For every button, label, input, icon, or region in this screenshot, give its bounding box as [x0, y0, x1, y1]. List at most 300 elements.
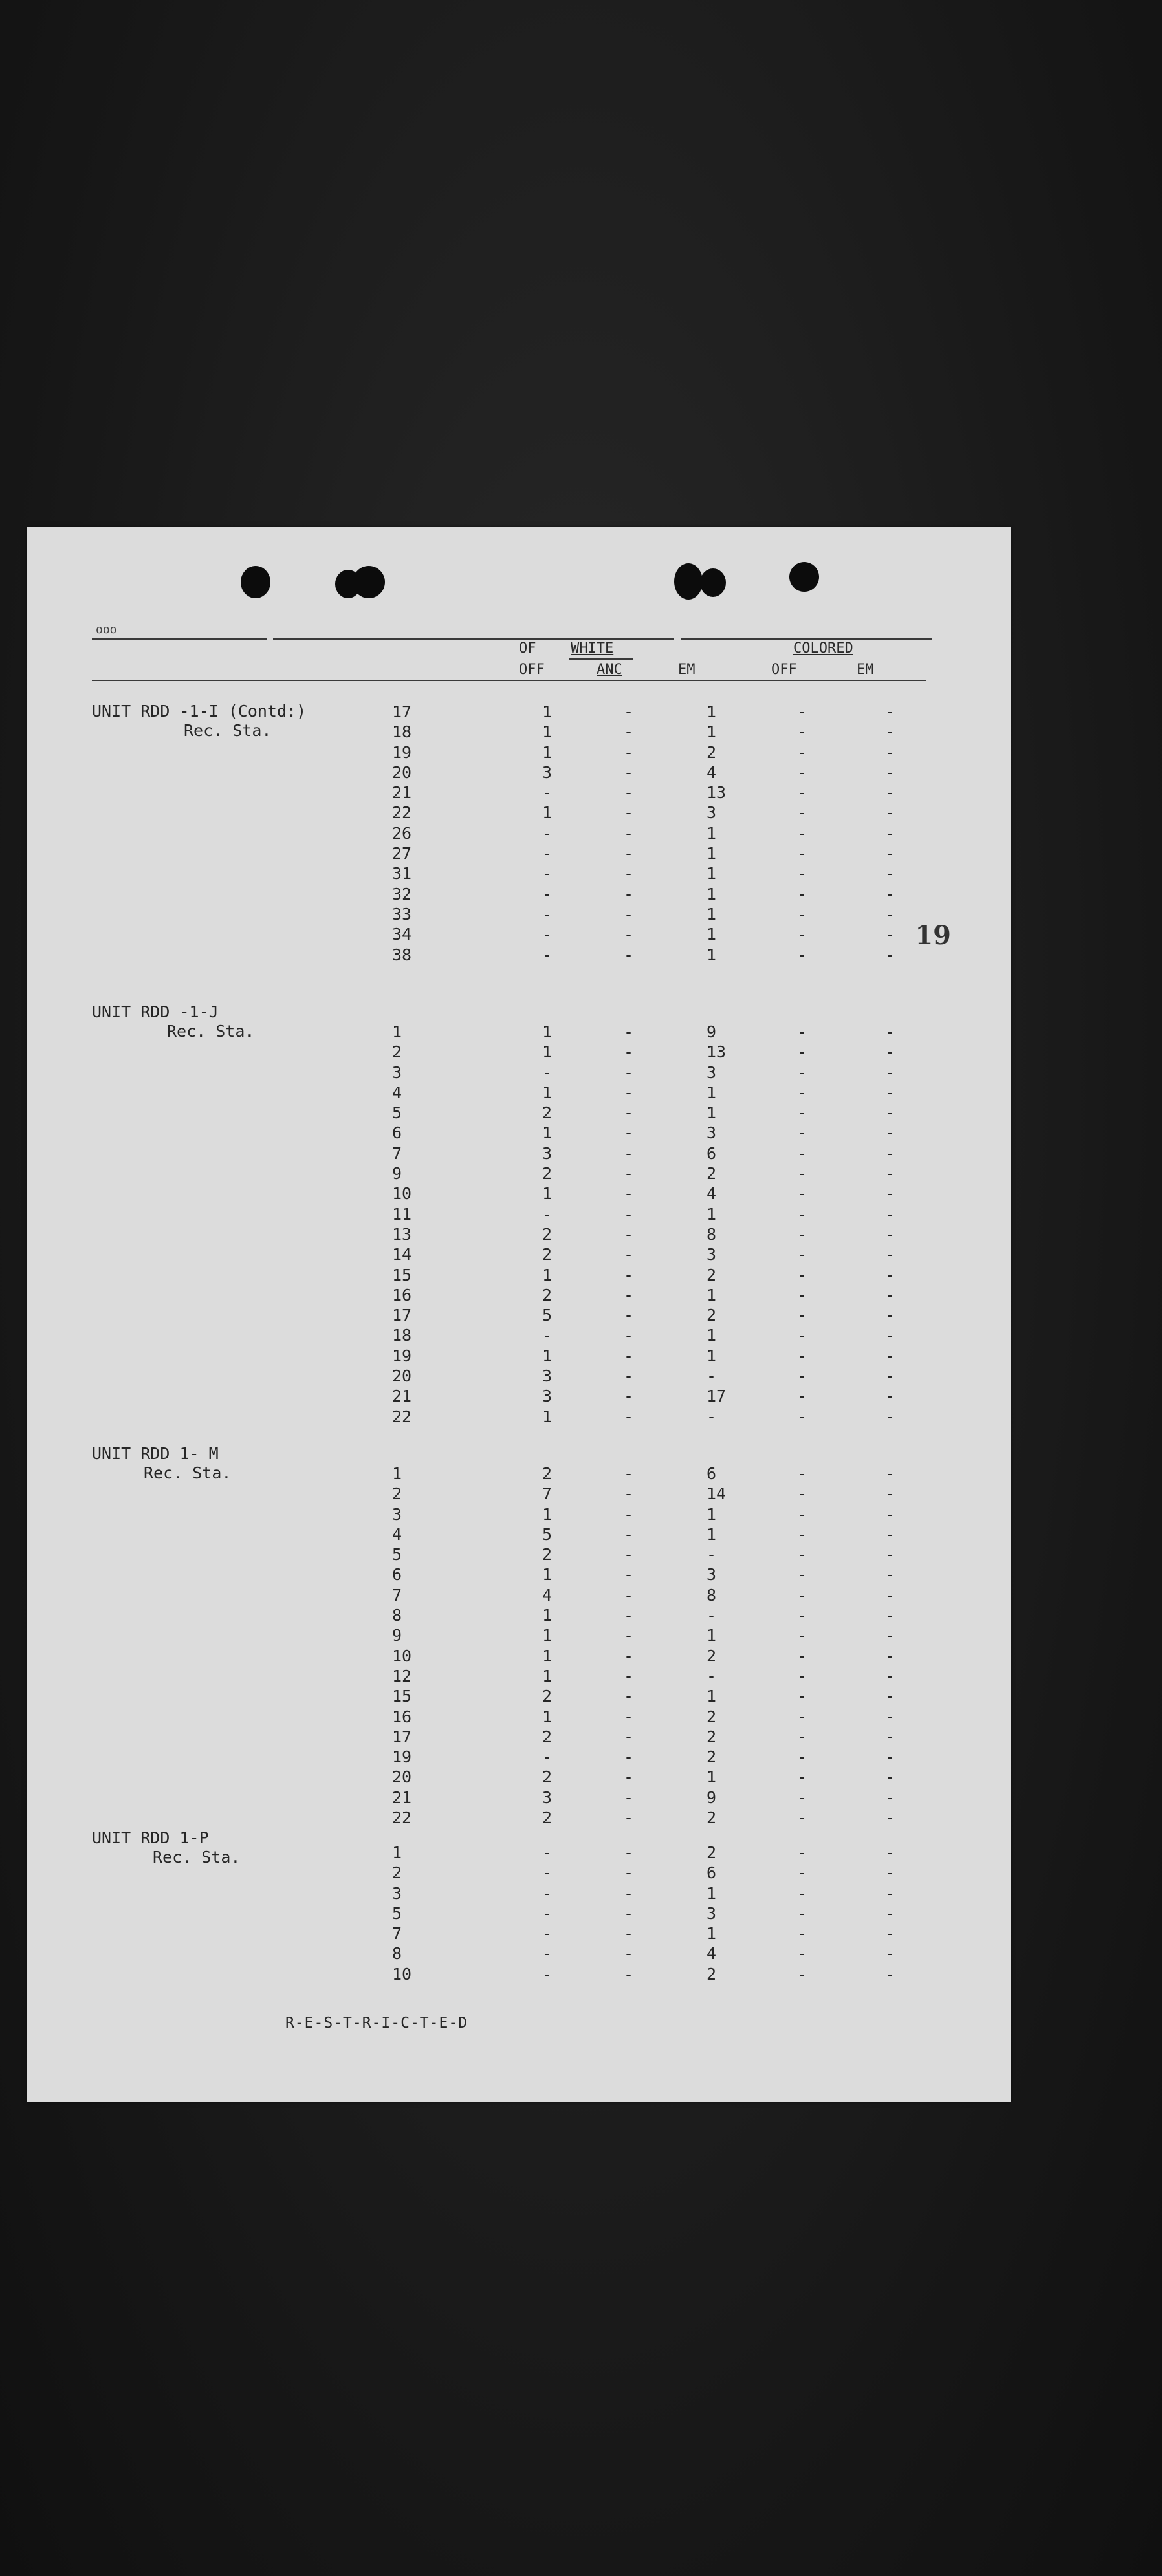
colored-off-cell: - [797, 1245, 807, 1264]
white-em-cell: 1 [707, 1346, 717, 1365]
white-em-cell: 2 [707, 1808, 717, 1828]
colored-em-cell: - [885, 1265, 895, 1284]
white-em-cell: 6 [707, 1863, 717, 1883]
white-off-cell: 2 [542, 1285, 553, 1304]
white-anc-cell: - [624, 763, 634, 782]
white-em-cell: 3 [707, 803, 717, 823]
white-anc-cell: - [624, 1565, 634, 1585]
colored-off-cell: - [797, 763, 807, 782]
colored-em-cell: - [885, 1646, 895, 1665]
white-off-cell: 1 [542, 1407, 553, 1426]
station-number-cell: 19 [392, 1748, 412, 1767]
punch-hole [241, 566, 270, 598]
white-anc-cell: - [624, 884, 634, 904]
white-off-cell: 2 [542, 1545, 553, 1564]
table-row [92, 1083, 959, 1103]
white-em-cell: 1 [707, 1083, 717, 1102]
white-em-cell: 1 [707, 823, 717, 843]
colored-em-cell: - [885, 1504, 895, 1524]
colored-em-cell: - [885, 722, 895, 742]
unit-title: UNIT RDD 1- M [92, 1444, 219, 1463]
header-of: OF [519, 640, 536, 656]
white-off-cell: - [542, 1863, 553, 1883]
white-anc-cell: - [624, 1666, 634, 1685]
colored-em-cell: - [885, 803, 895, 823]
white-off-cell: 2 [542, 1727, 553, 1746]
colored-em-cell: - [885, 1545, 895, 1564]
station-number-cell: 19 [392, 742, 412, 762]
white-anc-cell: - [624, 1524, 634, 1544]
station-number-cell: 10 [392, 1184, 412, 1204]
white-em-cell: 1 [707, 1626, 717, 1645]
white-off-cell: 1 [542, 702, 553, 721]
white-em-cell: 3 [707, 1063, 717, 1082]
header-rule-top [273, 638, 674, 640]
colored-off-cell: - [797, 1646, 807, 1665]
table-row [92, 884, 959, 904]
table-row [92, 863, 959, 883]
colored-off-cell: - [797, 1123, 807, 1143]
colored-em-cell: - [885, 1788, 895, 1807]
restricted-footer [27, 2015, 1011, 2031]
table-row [92, 1564, 959, 1585]
white-off-cell: 5 [542, 1524, 553, 1544]
white-em-cell: 1 [707, 844, 717, 863]
white-anc-cell: - [624, 1687, 634, 1706]
colored-em-cell: - [885, 1903, 895, 1923]
white-em-cell: 1 [707, 1687, 717, 1706]
white-anc-cell: - [624, 1808, 634, 1828]
station-number-cell: 17 [392, 702, 412, 721]
table-row [92, 1386, 959, 1406]
colored-off-cell: - [797, 722, 807, 742]
table-row [92, 1244, 959, 1264]
colored-off-cell: - [797, 1387, 807, 1406]
colored-em-cell: - [885, 823, 895, 843]
station-number-cell: 21 [392, 1387, 412, 1406]
white-anc-cell: - [624, 1788, 634, 1807]
colored-em-cell: - [885, 1083, 895, 1102]
colored-em-cell: - [885, 1924, 895, 1943]
white-anc-cell: - [624, 844, 634, 863]
white-anc-cell: - [624, 1863, 634, 1883]
station-number-cell: 32 [392, 884, 412, 904]
colored-off-cell: - [797, 1626, 807, 1645]
table-row [92, 1484, 959, 1504]
white-anc-cell: - [624, 803, 634, 823]
colored-off-cell: - [797, 1285, 807, 1304]
white-anc-cell: - [624, 1883, 634, 1903]
station-number-cell: 6 [392, 1123, 402, 1143]
white-em-cell: 1 [707, 925, 717, 944]
table-row [92, 1605, 959, 1625]
station-number-cell: 17 [392, 1306, 412, 1325]
table-row [92, 1164, 959, 1184]
header-white-group: WHITE [571, 640, 614, 656]
colored-em-cell: - [885, 702, 895, 721]
colored-off-cell: - [797, 803, 807, 823]
colored-em-cell: - [885, 1484, 895, 1504]
table-row [92, 1727, 959, 1747]
colored-em-cell: - [885, 1666, 895, 1685]
white-anc-cell: - [624, 1387, 634, 1406]
punch-hole [353, 566, 385, 598]
white-off-cell: - [542, 1924, 553, 1943]
white-off-cell: 1 [542, 1083, 553, 1102]
white-anc-cell: - [624, 945, 634, 964]
station-number-cell: 7 [392, 1924, 402, 1943]
colored-em-cell: - [885, 1367, 895, 1386]
colored-off-cell: - [797, 1407, 807, 1426]
unit-title: UNIT RDD 1-P [92, 1828, 209, 1847]
colored-em-cell: - [885, 1687, 895, 1706]
table-row [92, 823, 959, 843]
white-em-cell: 9 [707, 1788, 717, 1807]
table-row [92, 1042, 959, 1062]
colored-off-cell: - [797, 1464, 807, 1483]
station-number-cell: 20 [392, 1768, 412, 1787]
colored-off-cell: - [797, 945, 807, 964]
colored-em-cell: - [885, 1727, 895, 1746]
station-number-cell: 13 [392, 1224, 412, 1244]
white-off-cell: 2 [542, 1768, 553, 1787]
colored-off-cell: - [797, 1727, 807, 1746]
white-anc-cell: - [624, 1843, 634, 1862]
white-off-cell: - [542, 925, 553, 944]
colored-off-cell: - [797, 1143, 807, 1163]
white-off-cell: 4 [542, 1585, 553, 1605]
white-anc-cell: - [624, 1306, 634, 1325]
white-em-cell: 1 [707, 884, 717, 904]
table-row [92, 1923, 959, 1943]
colored-off-cell: - [797, 1346, 807, 1365]
colored-em-cell: - [885, 763, 895, 782]
table-row [92, 1883, 959, 1903]
white-off-cell: 3 [542, 763, 553, 782]
white-anc-cell: - [624, 1707, 634, 1726]
white-anc-cell: - [624, 1964, 634, 1984]
station-number-cell: 16 [392, 1707, 412, 1726]
table-row [92, 1585, 959, 1605]
station-number-cell: 18 [392, 722, 412, 742]
white-anc-cell: - [624, 1626, 634, 1645]
table-row [92, 763, 959, 783]
station-number-cell: 10 [392, 1964, 412, 1984]
white-anc-cell: - [624, 1103, 634, 1123]
white-anc-cell: - [624, 722, 634, 742]
white-off-cell: 2 [542, 1245, 553, 1264]
station-number-cell: 20 [392, 1367, 412, 1386]
white-em-cell: 1 [707, 864, 717, 883]
station-number-cell: 27 [392, 844, 412, 863]
white-off-cell: 2 [542, 1687, 553, 1706]
white-off-cell: - [542, 1843, 553, 1862]
white-em-cell: 1 [707, 1326, 717, 1345]
white-off-cell: - [542, 904, 553, 924]
station-number-cell: 22 [392, 1407, 412, 1426]
table-row [92, 1646, 959, 1666]
white-off-cell: 2 [542, 1103, 553, 1123]
white-anc-cell: - [624, 1265, 634, 1284]
station-number-cell: 18 [392, 1326, 412, 1345]
unit-title: UNIT RDD -1-I (Contd:) [92, 702, 307, 720]
white-em-cell: 6 [707, 1464, 717, 1483]
header-rule-white [569, 658, 633, 660]
white-anc-cell: - [624, 1585, 634, 1605]
white-off-cell: - [542, 844, 553, 863]
white-anc-cell: - [624, 1545, 634, 1564]
white-off-cell: 1 [542, 1707, 553, 1726]
colored-off-cell: - [797, 1666, 807, 1685]
station-number-cell: 8 [392, 1944, 402, 1964]
colored-em-cell: - [885, 1346, 895, 1365]
white-anc-cell: - [624, 1768, 634, 1787]
header-rule-top [681, 638, 932, 640]
white-off-cell: 3 [542, 1143, 553, 1163]
colored-off-cell: - [797, 1606, 807, 1625]
table-row [92, 1686, 959, 1706]
colored-off-cell: - [797, 884, 807, 904]
white-off-cell: - [542, 1748, 553, 1767]
table-row [92, 843, 959, 863]
colored-off-cell: - [797, 1808, 807, 1828]
table-row [92, 1325, 959, 1345]
white-off-cell: - [542, 1944, 553, 1964]
colored-em-cell: - [885, 1626, 895, 1645]
white-anc-cell: - [624, 702, 634, 721]
colored-em-cell: - [885, 1326, 895, 1345]
white-off-cell: 1 [542, 1565, 553, 1585]
colored-em-cell: - [885, 844, 895, 863]
unit-subtitle: Rec. Sta. [153, 1848, 241, 1867]
white-anc-cell: - [624, 1944, 634, 1964]
white-em-cell: 1 [707, 702, 717, 721]
white-anc-cell: - [624, 864, 634, 883]
station-number-cell: 2 [392, 1863, 402, 1883]
white-anc-cell: - [624, 1164, 634, 1184]
header-colored-group: COLORED [793, 640, 853, 656]
colored-off-cell: - [797, 1748, 807, 1767]
white-off-cell: 1 [542, 1346, 553, 1365]
colored-em-cell: - [885, 1524, 895, 1544]
white-em-cell: 2 [707, 1306, 717, 1325]
table-row [92, 1143, 959, 1164]
colored-off-cell: - [797, 1788, 807, 1807]
colored-off-cell: - [797, 1565, 807, 1585]
white-off-cell: 1 [542, 1504, 553, 1524]
white-em-cell: 3 [707, 1245, 717, 1264]
colored-em-cell: - [885, 742, 895, 762]
white-off-cell: 1 [542, 1023, 553, 1041]
white-anc-cell: - [624, 1924, 634, 1943]
station-number-cell: 12 [392, 1666, 412, 1685]
white-off-cell: 3 [542, 1788, 553, 1807]
station-number-cell: 21 [392, 1788, 412, 1807]
white-off-cell: - [542, 884, 553, 904]
colored-off-cell: - [797, 1083, 807, 1102]
colored-off-cell: - [797, 823, 807, 843]
table-row [92, 1123, 959, 1143]
colored-off-cell: - [797, 1043, 807, 1062]
station-number-cell: 1 [392, 1023, 402, 1041]
header-colored-em: EM [857, 662, 874, 678]
station-number-cell: 31 [392, 864, 412, 883]
colored-em-cell: - [885, 904, 895, 924]
table-row [92, 1707, 959, 1727]
table-row [92, 1903, 959, 1923]
white-off-cell: 1 [542, 1123, 553, 1143]
unit-rows [92, 702, 959, 965]
white-em-cell: 3 [707, 1565, 717, 1585]
white-anc-cell: - [624, 1043, 634, 1062]
colored-em-cell: - [885, 1164, 895, 1184]
station-number-cell: 15 [392, 1687, 412, 1706]
station-number-cell: 7 [392, 1143, 402, 1163]
colored-em-cell: - [885, 1964, 895, 1984]
table-row [92, 924, 959, 944]
station-number-cell: 22 [392, 803, 412, 823]
station-number-cell: 3 [392, 1063, 402, 1082]
colored-em-cell: - [885, 1123, 895, 1143]
header-white-em: EM [678, 662, 696, 678]
white-off-cell: 1 [542, 1184, 553, 1204]
colored-em-cell: - [885, 1843, 895, 1862]
white-anc-cell: - [624, 1484, 634, 1504]
page-number: 19 [915, 920, 951, 951]
station-number-cell: 33 [392, 904, 412, 924]
white-em-cell: 13 [707, 1043, 727, 1062]
colored-em-cell: - [885, 1808, 895, 1828]
white-off-cell: - [542, 945, 553, 964]
table-row [92, 1366, 959, 1386]
white-off-cell: - [542, 1326, 553, 1345]
white-em-cell: 1 [707, 1204, 717, 1224]
white-anc-cell: - [624, 1326, 634, 1345]
white-anc-cell: - [624, 1646, 634, 1665]
white-em-cell: 2 [707, 1164, 717, 1184]
colored-em-cell: - [885, 925, 895, 944]
colored-off-cell: - [797, 1326, 807, 1345]
colored-off-cell: - [797, 1224, 807, 1244]
white-em-cell: 4 [707, 1944, 717, 1964]
colored-off-cell: - [797, 1843, 807, 1862]
colored-em-cell: - [885, 1306, 895, 1325]
station-number-cell: 4 [392, 1524, 402, 1544]
station-number-cell: 1 [392, 1843, 402, 1862]
station-number-cell: 15 [392, 1265, 412, 1284]
white-em-cell: - [707, 1666, 717, 1685]
white-off-cell: - [542, 783, 553, 803]
colored-off-cell: - [797, 783, 807, 803]
colored-off-cell: - [797, 1545, 807, 1564]
white-anc-cell: - [624, 1184, 634, 1204]
white-off-cell: - [542, 1883, 553, 1903]
white-off-cell: 1 [542, 803, 553, 823]
station-number-cell: 38 [392, 945, 412, 964]
colored-off-cell: - [797, 1687, 807, 1706]
colored-em-cell: - [885, 1063, 895, 1082]
colored-em-cell: - [885, 1606, 895, 1625]
white-anc-cell: - [624, 1903, 634, 1923]
colored-off-cell: - [797, 1883, 807, 1903]
table-row [92, 1964, 959, 1984]
table-row [92, 1265, 959, 1285]
white-em-cell: 17 [707, 1387, 727, 1406]
white-anc-cell: - [624, 823, 634, 843]
station-number-cell: 6 [392, 1565, 402, 1585]
colored-em-cell: - [885, 1023, 895, 1041]
table-row [92, 1544, 959, 1564]
colored-off-cell: - [797, 925, 807, 944]
white-anc-cell: - [624, 1083, 634, 1102]
station-number-cell: 8 [392, 1606, 402, 1625]
station-number-cell: 17 [392, 1727, 412, 1746]
colored-em-cell: - [885, 884, 895, 904]
unit-rows [92, 1464, 959, 1828]
table-row [92, 1184, 959, 1204]
white-em-cell: 2 [707, 1265, 717, 1284]
unit-subtitle: Rec. Sta. [184, 721, 272, 740]
colored-off-cell: - [797, 1585, 807, 1605]
white-off-cell: 1 [542, 742, 553, 762]
white-em-cell: 1 [707, 1768, 717, 1787]
white-em-cell: 13 [707, 783, 727, 803]
table-row [92, 904, 959, 924]
station-number-cell: 7 [392, 1585, 402, 1605]
colored-em-cell: - [885, 1407, 895, 1426]
white-off-cell: 1 [542, 1626, 553, 1645]
colored-off-cell: - [797, 1023, 807, 1041]
white-em-cell: - [707, 1367, 717, 1386]
colored-em-cell: - [885, 1184, 895, 1204]
white-em-cell: 1 [707, 1524, 717, 1544]
white-off-cell: - [542, 864, 553, 883]
table-row [92, 1524, 959, 1544]
white-anc-cell: - [624, 742, 634, 762]
station-number-cell: 5 [392, 1545, 402, 1564]
unit-rows [92, 1022, 959, 1427]
table-row [92, 742, 959, 763]
colored-off-cell: - [797, 1063, 807, 1082]
white-anc-cell: - [624, 1606, 634, 1625]
colored-em-cell: - [885, 1585, 895, 1605]
white-em-cell: 1 [707, 722, 717, 742]
white-em-cell: 3 [707, 1123, 717, 1143]
table-row [92, 1788, 959, 1808]
white-off-cell: 1 [542, 1646, 553, 1665]
white-anc-cell: - [624, 1245, 634, 1264]
table-row [92, 1863, 959, 1883]
white-off-cell: 2 [542, 1224, 553, 1244]
white-em-cell: - [707, 1545, 717, 1564]
white-em-cell: 4 [707, 763, 717, 782]
station-number-cell: 26 [392, 823, 412, 843]
white-anc-cell: - [624, 1224, 634, 1244]
white-off-cell: - [542, 1903, 553, 1923]
white-em-cell: 2 [707, 742, 717, 762]
colored-em-cell: - [885, 1143, 895, 1163]
colored-em-cell: - [885, 1464, 895, 1483]
colored-off-cell: - [797, 1265, 807, 1284]
white-em-cell: 8 [707, 1224, 717, 1244]
colored-em-cell: - [885, 1204, 895, 1224]
colored-off-cell: - [797, 1164, 807, 1184]
colored-off-cell: - [797, 1903, 807, 1923]
white-anc-cell: - [624, 904, 634, 924]
white-em-cell: 9 [707, 1023, 717, 1041]
colored-em-cell: - [885, 1768, 895, 1787]
white-em-cell: 4 [707, 1184, 717, 1204]
